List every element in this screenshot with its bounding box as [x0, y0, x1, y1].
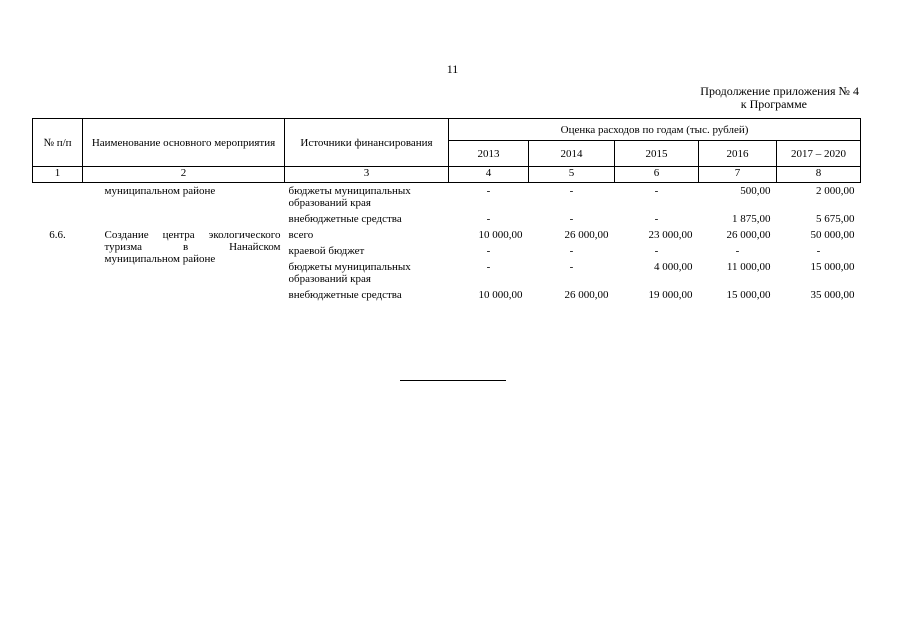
value-cell: 35 000,00: [810, 289, 855, 301]
value-cell: 11 000,00: [726, 261, 771, 273]
index-cell: 1: [33, 167, 83, 183]
funding-source: бюджеты муниципальных образований края: [288, 185, 411, 209]
value-cell: -: [486, 185, 491, 197]
funding-source: внебюджетные средства: [288, 213, 402, 225]
index-cell: 4: [449, 167, 529, 183]
value-cell: -: [816, 245, 821, 257]
value-cell: -: [486, 213, 491, 225]
index-cell: 8: [777, 167, 861, 183]
index-cell: 5: [529, 167, 615, 183]
value-cell: 15 000,00: [810, 261, 855, 273]
end-separator-line: [400, 380, 506, 381]
row-number: 6.6.: [49, 229, 66, 241]
value-cell: -: [569, 261, 574, 273]
value-cell: -: [486, 261, 491, 273]
value-cell: 500,00: [740, 185, 771, 197]
value-cell: 50 000,00: [810, 229, 855, 241]
value-cell: 26 000,00: [564, 289, 609, 301]
page-number: 11: [446, 62, 459, 76]
value-cell: -: [654, 185, 659, 197]
table-row: [33, 227, 861, 243]
value-cell: -: [654, 245, 659, 257]
value-cell: 4 000,00: [654, 261, 693, 273]
value-cell: -: [654, 213, 659, 225]
header-year: 2017 – 2020: [777, 141, 861, 167]
value-cell: -: [569, 245, 574, 257]
value-cell: 1 875,00: [732, 213, 771, 225]
value-cell: 15 000,00: [726, 289, 771, 301]
header-no: № п/п: [33, 119, 83, 167]
value-cell: 26 000,00: [726, 229, 771, 241]
value-cell: 10 000,00: [478, 229, 523, 241]
value-cell: 23 000,00: [648, 229, 693, 241]
value-cell: -: [569, 185, 574, 197]
value-cell: 2 000,00: [816, 185, 855, 197]
appendix-header: [700, 85, 859, 111]
value-cell: 19 000,00: [648, 289, 693, 301]
table-row: [33, 183, 861, 212]
value-cell: -: [486, 245, 491, 257]
funding-source: краевой бюджет: [288, 245, 365, 257]
value-cell: 5 675,00: [816, 213, 855, 225]
activity-name: Создание центра экологического туризма в Нанайском муниципальном районе: [104, 229, 281, 265]
header-sources: Источники финансирования: [285, 119, 449, 167]
activity-name: муниципальном районе: [104, 185, 216, 197]
expenses-table: [32, 118, 861, 303]
value-cell: -: [569, 213, 574, 225]
value-cell: 10 000,00: [478, 289, 523, 301]
funding-source: всего: [288, 229, 314, 241]
appendix-header-line1: Продолжение приложения № 4: [700, 84, 859, 98]
header-year: 2015: [615, 141, 699, 167]
index-cell: 2: [83, 167, 285, 183]
header-year: 2014: [529, 141, 615, 167]
index-cell: 7: [699, 167, 777, 183]
index-cell: 6: [615, 167, 699, 183]
value-cell: 26 000,00: [564, 229, 609, 241]
header-name: Наименование основного мероприятия: [83, 119, 285, 167]
header-year: 2013: [449, 141, 529, 167]
header-year: 2016: [699, 141, 777, 167]
appendix-header-line2: к Программе: [740, 97, 807, 111]
funding-source: внебюджетные средства: [288, 289, 402, 301]
funding-source: бюджеты муниципальных образований края: [288, 261, 411, 285]
header-estimate: Оценка расходов по годам (тыс. рублей): [449, 119, 861, 141]
index-cell: 3: [285, 167, 449, 183]
value-cell: -: [735, 245, 740, 257]
